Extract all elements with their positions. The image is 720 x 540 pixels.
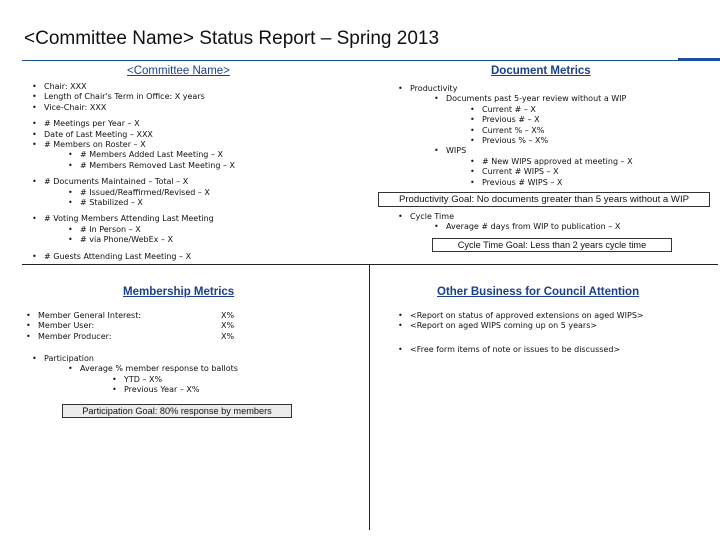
list-item: • Previous # – X — [468, 115, 633, 125]
committee-section — [30, 82, 235, 262]
list-item: • # Guests Attending Last Meeting – X — [30, 252, 235, 262]
list-item — [396, 212, 620, 233]
list-item: • Date of Last Meeting – XXX — [30, 130, 235, 140]
list-item — [432, 94, 633, 146]
list-item: • <Free form items of note or issues to be discussed> — [396, 345, 644, 355]
title-rule — [22, 60, 698, 61]
list-item: • Previous # WIPS – X — [468, 178, 633, 188]
list-item-text: Documents past 5-year review without a WIP — [446, 94, 627, 104]
corner-accent — [678, 58, 720, 61]
list-item-text: # Voting Members Attending Last Meeting — [44, 214, 214, 224]
list-item-text: Cycle Time — [410, 212, 454, 221]
document-metrics-section — [396, 84, 633, 188]
list-item: • Vice-Chair: XXX — [30, 103, 235, 113]
list-item-text: Average % member response to ballots — [80, 364, 238, 374]
vertical-divider — [369, 264, 370, 530]
list-item: • Average # days from WIP to publication – X — [432, 222, 620, 232]
committee-group-3 — [30, 177, 235, 208]
list-item — [30, 140, 235, 171]
member-label: Member Producer: — [38, 331, 112, 341]
table-row — [24, 332, 234, 342]
page-title: <Committee Name> Status Report – Spring 2013 — [24, 28, 440, 49]
list-item: • Current % – X% — [468, 126, 633, 136]
list-item: • Current # – X — [468, 105, 633, 115]
list-item-text: # Documents Maintained – Total – X — [44, 177, 189, 187]
member-value: X% — [221, 331, 235, 341]
list-item-text: Participation — [44, 354, 94, 363]
list-item: • <Report on aged WIPS coming up on 5 years> — [396, 321, 644, 331]
list-item: • # Meetings per Year – X — [30, 119, 235, 129]
list-item — [30, 214, 235, 245]
list-item — [30, 354, 238, 396]
table-row — [24, 311, 234, 321]
list-item: • # Stabilized – X — [66, 198, 235, 208]
other-business-section — [396, 311, 644, 355]
participation-goal-box: Participation Goal: 80% response by members — [62, 404, 292, 418]
list-item — [66, 364, 238, 395]
list-item — [30, 177, 235, 208]
table-row — [24, 321, 234, 331]
committee-group-1 — [30, 82, 235, 113]
member-value: X% — [221, 321, 235, 331]
list-item: • # In Person – X — [66, 225, 235, 235]
committee-group-5 — [30, 252, 235, 262]
list-item: • Previous Year – X% — [110, 385, 238, 395]
list-item-text: # Members on Roster – X — [44, 140, 146, 150]
list-item: • # Members Added Last Meeting – X — [66, 150, 235, 160]
list-item: • Current # WIPS – X — [468, 167, 633, 177]
list-item: • YTD – X% — [110, 375, 238, 385]
list-item — [396, 84, 633, 188]
committee-heading: <Committee Name> — [127, 65, 230, 77]
list-item: • Length of Chair's Term in Office: X years — [30, 92, 235, 102]
member-label: Member User: — [38, 321, 95, 331]
list-item: • Previous % – X% — [468, 136, 633, 146]
list-item: • # Members Removed Last Meeting – X — [66, 161, 235, 171]
membership-heading: Membership Metrics — [123, 286, 235, 298]
list-item: • <Report on status of approved extensions on aged WIPS> — [396, 311, 644, 321]
member-label: Member General Interest: — [38, 311, 142, 320]
participation-section — [30, 354, 238, 396]
horizontal-divider — [22, 264, 718, 265]
list-item: • # via Phone/WebEx – X — [66, 235, 235, 245]
committee-group-4 — [30, 214, 235, 245]
cycle-goal-box: Cycle Time Goal: Less than 2 years cycle time — [432, 238, 672, 252]
other-business-heading: Other Business for Council Attention — [437, 286, 640, 298]
list-item: • Chair: XXX — [30, 82, 235, 92]
cycle-time-section — [396, 212, 620, 233]
document-metrics-heading: Document Metrics — [491, 65, 591, 77]
list-item — [432, 146, 633, 188]
list-item-text: Productivity — [410, 84, 458, 93]
committee-group-2 — [30, 119, 235, 171]
member-value: X% — [221, 311, 235, 320]
membership-section — [24, 311, 234, 342]
list-item-text: WIPS — [446, 146, 467, 156]
list-item: • # Issued/Reaffirmed/Revised – X — [66, 188, 235, 198]
list-item: • # New WIPS approved at meeting – X — [468, 157, 633, 167]
productivity-goal-box: Productivity Goal: No documents greater than 5 years without a WIP — [378, 192, 710, 207]
